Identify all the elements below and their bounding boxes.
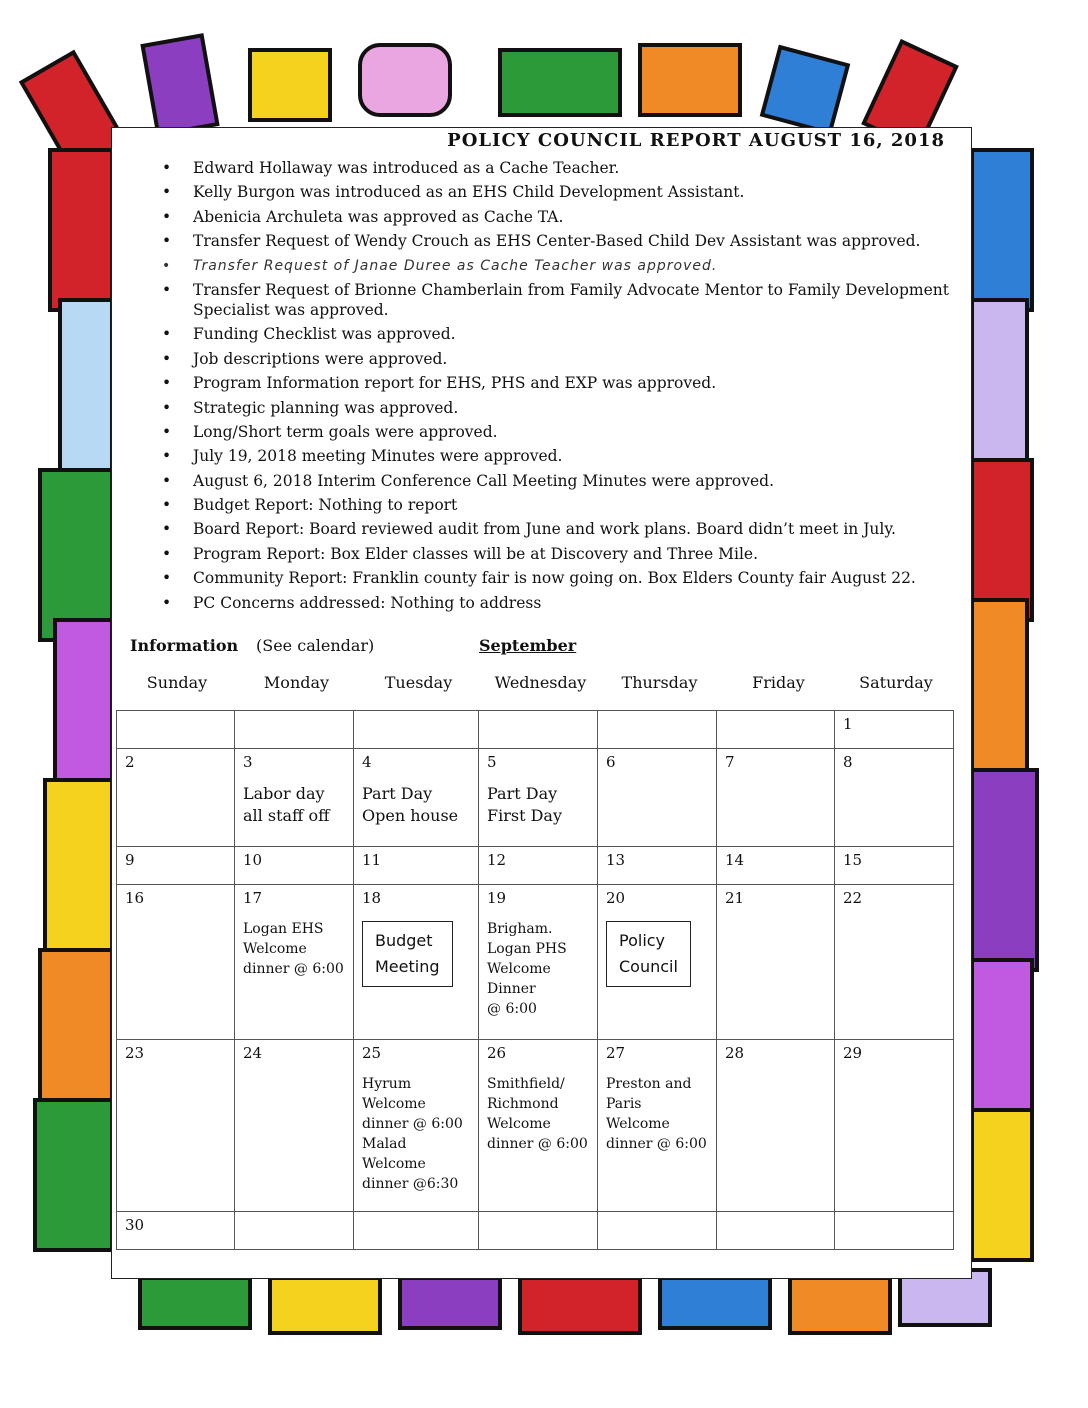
day-number: 20 xyxy=(606,889,626,907)
day-number: 30 xyxy=(125,1216,145,1234)
crayon-icon xyxy=(50,150,112,310)
calendar-day-cell xyxy=(835,847,954,885)
calendar-event: Part Day Open house xyxy=(362,784,459,825)
calendar-event: Part Day First Day xyxy=(487,784,562,825)
calendar-day-cell xyxy=(479,1212,598,1250)
day-number: 16 xyxy=(125,889,145,907)
calendar-event: Smithfield/ Richmond Welcome dinner @ 6:00 xyxy=(487,1076,588,1152)
calendar-day-cell xyxy=(479,749,598,847)
list-item: • Board Report: Board reviewed audit from June and work plans. Board didn’t meet in July. xyxy=(193,519,959,539)
crayon-icon xyxy=(35,1100,112,1250)
crayon-icon xyxy=(55,620,112,780)
day-number: 11 xyxy=(362,851,382,869)
calendar-day-cell xyxy=(235,847,354,885)
day-number: 23 xyxy=(125,1044,145,1062)
crayon-icon xyxy=(360,45,450,115)
calendar-day-cell xyxy=(117,847,235,885)
day-number: 27 xyxy=(606,1044,626,1062)
weekday-label: Friday xyxy=(752,673,805,692)
calendar-day-cell xyxy=(835,711,954,749)
calendar-day-cell xyxy=(235,1040,354,1212)
day-number: 4 xyxy=(362,753,372,771)
report-page xyxy=(111,127,972,1279)
information-label: Information xyxy=(130,636,239,655)
calendar-day-cell xyxy=(717,1212,835,1250)
crayon-icon xyxy=(972,770,1037,970)
calendar-day-cell xyxy=(598,1212,717,1250)
report-items-list xyxy=(112,158,959,617)
list-item: • Abenicia Archuleta was approved as Cache TA. xyxy=(193,207,959,227)
day-number: 24 xyxy=(243,1044,263,1062)
day-number: 1 xyxy=(843,715,853,733)
day-number: 9 xyxy=(125,851,135,869)
weekday-label: Saturday xyxy=(859,673,933,692)
crayon-icon xyxy=(400,1278,500,1328)
day-number: 7 xyxy=(725,753,735,771)
list-item: • Job descriptions were approved. xyxy=(193,349,959,369)
calendar-day-cell xyxy=(354,847,479,885)
crayon-icon xyxy=(972,300,1027,470)
see-calendar-note: (See calendar) xyxy=(256,636,375,655)
calendar-day-cell xyxy=(354,711,479,749)
calendar-day-cell xyxy=(835,1212,954,1250)
weekday-label: Sunday xyxy=(146,673,208,692)
day-number: 6 xyxy=(606,753,616,771)
crayon-icon xyxy=(972,1110,1032,1260)
list-item: • Community Report: Franklin county fair is now going on. Box Elders County fair August 22. xyxy=(193,568,959,588)
calendar-event: Preston and Paris Welcome dinner @ 6:00 xyxy=(606,1076,707,1152)
calendar-day-cell xyxy=(598,749,717,847)
weekday-header xyxy=(117,673,953,695)
calendar-event: Logan EHS Welcome dinner @ 6:00 xyxy=(243,921,344,977)
calendar-day-cell xyxy=(717,711,835,749)
crayon-icon xyxy=(972,150,1032,310)
day-number: 12 xyxy=(487,851,507,869)
day-number: 10 xyxy=(243,851,263,869)
list-item: • Program Information report for EHS, PHS and EXP was approved. xyxy=(193,373,959,393)
crayon-icon xyxy=(972,460,1032,620)
calendar-week-row xyxy=(117,1040,954,1212)
crayon-icon xyxy=(270,1278,380,1333)
calendar-day-cell xyxy=(235,885,354,1040)
day-number: 14 xyxy=(725,851,745,869)
calendar-event: Brigham. Logan PHS Welcome Dinner @ 6:00 xyxy=(487,921,567,1017)
calendar-day-cell xyxy=(598,711,717,749)
weekday-label: Monday xyxy=(263,673,330,692)
day-number: 13 xyxy=(606,851,626,869)
calendar-week-row xyxy=(117,711,954,749)
calendar-day-cell xyxy=(717,885,835,1040)
calendar-week-row xyxy=(117,847,954,885)
crayon-icon xyxy=(40,470,112,640)
day-number: 21 xyxy=(725,889,745,907)
calendar-day-cell xyxy=(479,847,598,885)
calendar-day-cell xyxy=(354,1212,479,1250)
calendar-week-row xyxy=(117,885,954,1040)
calendar-day-cell xyxy=(117,1040,235,1212)
list-item: • Edward Hollaway was introduced as a Cache Teacher. xyxy=(193,158,959,178)
crayon-icon xyxy=(660,1278,770,1328)
day-number: 28 xyxy=(725,1044,745,1062)
calendar-day-cell xyxy=(117,1212,235,1250)
calendar-day-cell xyxy=(235,711,354,749)
calendar-day-cell xyxy=(717,1040,835,1212)
list-item: • Transfer Request of Janae Duree as Cache Teacher was approved. xyxy=(193,256,959,276)
weekday-label: Wednesday xyxy=(494,673,587,692)
september-calendar xyxy=(116,710,954,1250)
crayon-icon xyxy=(500,50,620,115)
crayon-icon xyxy=(143,35,218,134)
day-number: 2 xyxy=(125,753,135,771)
crayon-icon xyxy=(45,780,112,960)
calendar-day-cell xyxy=(717,749,835,847)
crayon-icon xyxy=(250,50,330,120)
boxed-calendar-event: Budget Meeting xyxy=(362,921,453,987)
crayon-icon xyxy=(520,1278,640,1333)
crayon-icon xyxy=(140,1278,250,1328)
day-number: 22 xyxy=(843,889,863,907)
day-number: 17 xyxy=(243,889,263,907)
day-number: 19 xyxy=(487,889,507,907)
calendar-day-cell xyxy=(117,885,235,1040)
calendar-day-cell xyxy=(598,885,717,1040)
month-heading: September xyxy=(479,636,577,655)
crayon-icon xyxy=(40,950,112,1110)
weekday-label: Tuesday xyxy=(384,673,453,692)
day-number: 8 xyxy=(843,753,853,771)
calendar-day-cell xyxy=(598,1040,717,1212)
day-number: 3 xyxy=(243,753,253,771)
calendar-day-cell xyxy=(479,885,598,1040)
day-number: 18 xyxy=(362,889,382,907)
crayon-icon xyxy=(640,45,740,115)
list-item: • Kelly Burgon was introduced as an EHS Child Development Assistant. xyxy=(193,182,959,202)
calendar-day-cell xyxy=(354,1040,479,1212)
day-number: 15 xyxy=(843,851,863,869)
crayon-icon xyxy=(972,960,1032,1120)
calendar-day-cell xyxy=(235,749,354,847)
list-item: • Program Report: Box Elder classes will be at Discovery and Three Mile. xyxy=(193,544,959,564)
calendar-day-cell xyxy=(479,711,598,749)
day-number: 29 xyxy=(843,1044,863,1062)
calendar-day-cell xyxy=(835,885,954,1040)
crayon-icon xyxy=(762,47,848,133)
list-item: • July 19, 2018 meeting Minutes were approved. xyxy=(193,446,959,466)
day-number: 5 xyxy=(487,753,497,771)
weekday-label: Thursday xyxy=(621,673,698,692)
calendar-week-row xyxy=(117,1212,954,1250)
list-item: • Strategic planning was approved. xyxy=(193,398,959,418)
calendar-day-cell xyxy=(235,1212,354,1250)
crayon-icon xyxy=(60,300,112,480)
list-item: • PC Concerns addressed: Nothing to address xyxy=(193,593,959,613)
boxed-calendar-event: Policy Council xyxy=(606,921,691,987)
calendar-event: Labor day all staff off xyxy=(243,784,330,825)
page-title: POLICY COUNCIL REPORT AUGUST 16, 2018 xyxy=(447,130,945,151)
list-item: • Funding Checklist was approved. xyxy=(193,324,959,344)
calendar-week-row xyxy=(117,749,954,847)
list-item: • Transfer Request of Brionne Chamberlain from Family Advocate Mentor to Family Development Specialist was approved. xyxy=(193,280,959,320)
list-item: • Budget Report: Nothing to report xyxy=(193,495,959,515)
calendar-day-cell xyxy=(835,749,954,847)
calendar-day-cell xyxy=(117,711,235,749)
calendar-day-cell xyxy=(835,1040,954,1212)
calendar-day-cell xyxy=(354,885,479,1040)
day-number: 26 xyxy=(487,1044,507,1062)
crayon-icon xyxy=(790,1278,890,1333)
list-item: • Long/Short term goals were approved. xyxy=(193,422,959,442)
calendar-day-cell xyxy=(117,749,235,847)
calendar-day-cell xyxy=(717,847,835,885)
crayon-icon xyxy=(972,600,1027,780)
calendar-day-cell xyxy=(354,749,479,847)
list-item: • Transfer Request of Wendy Crouch as EHS Center-Based Child Dev Assistant was approved. xyxy=(193,231,959,251)
list-item: • August 6, 2018 Interim Conference Call Meeting Minutes were approved. xyxy=(193,471,959,491)
calendar-day-cell xyxy=(479,1040,598,1212)
day-number: 25 xyxy=(362,1044,382,1062)
calendar-day-cell xyxy=(598,847,717,885)
calendar-event: Hyrum Welcome dinner @ 6:00 Malad Welcome dinner @6:30 xyxy=(362,1076,463,1192)
